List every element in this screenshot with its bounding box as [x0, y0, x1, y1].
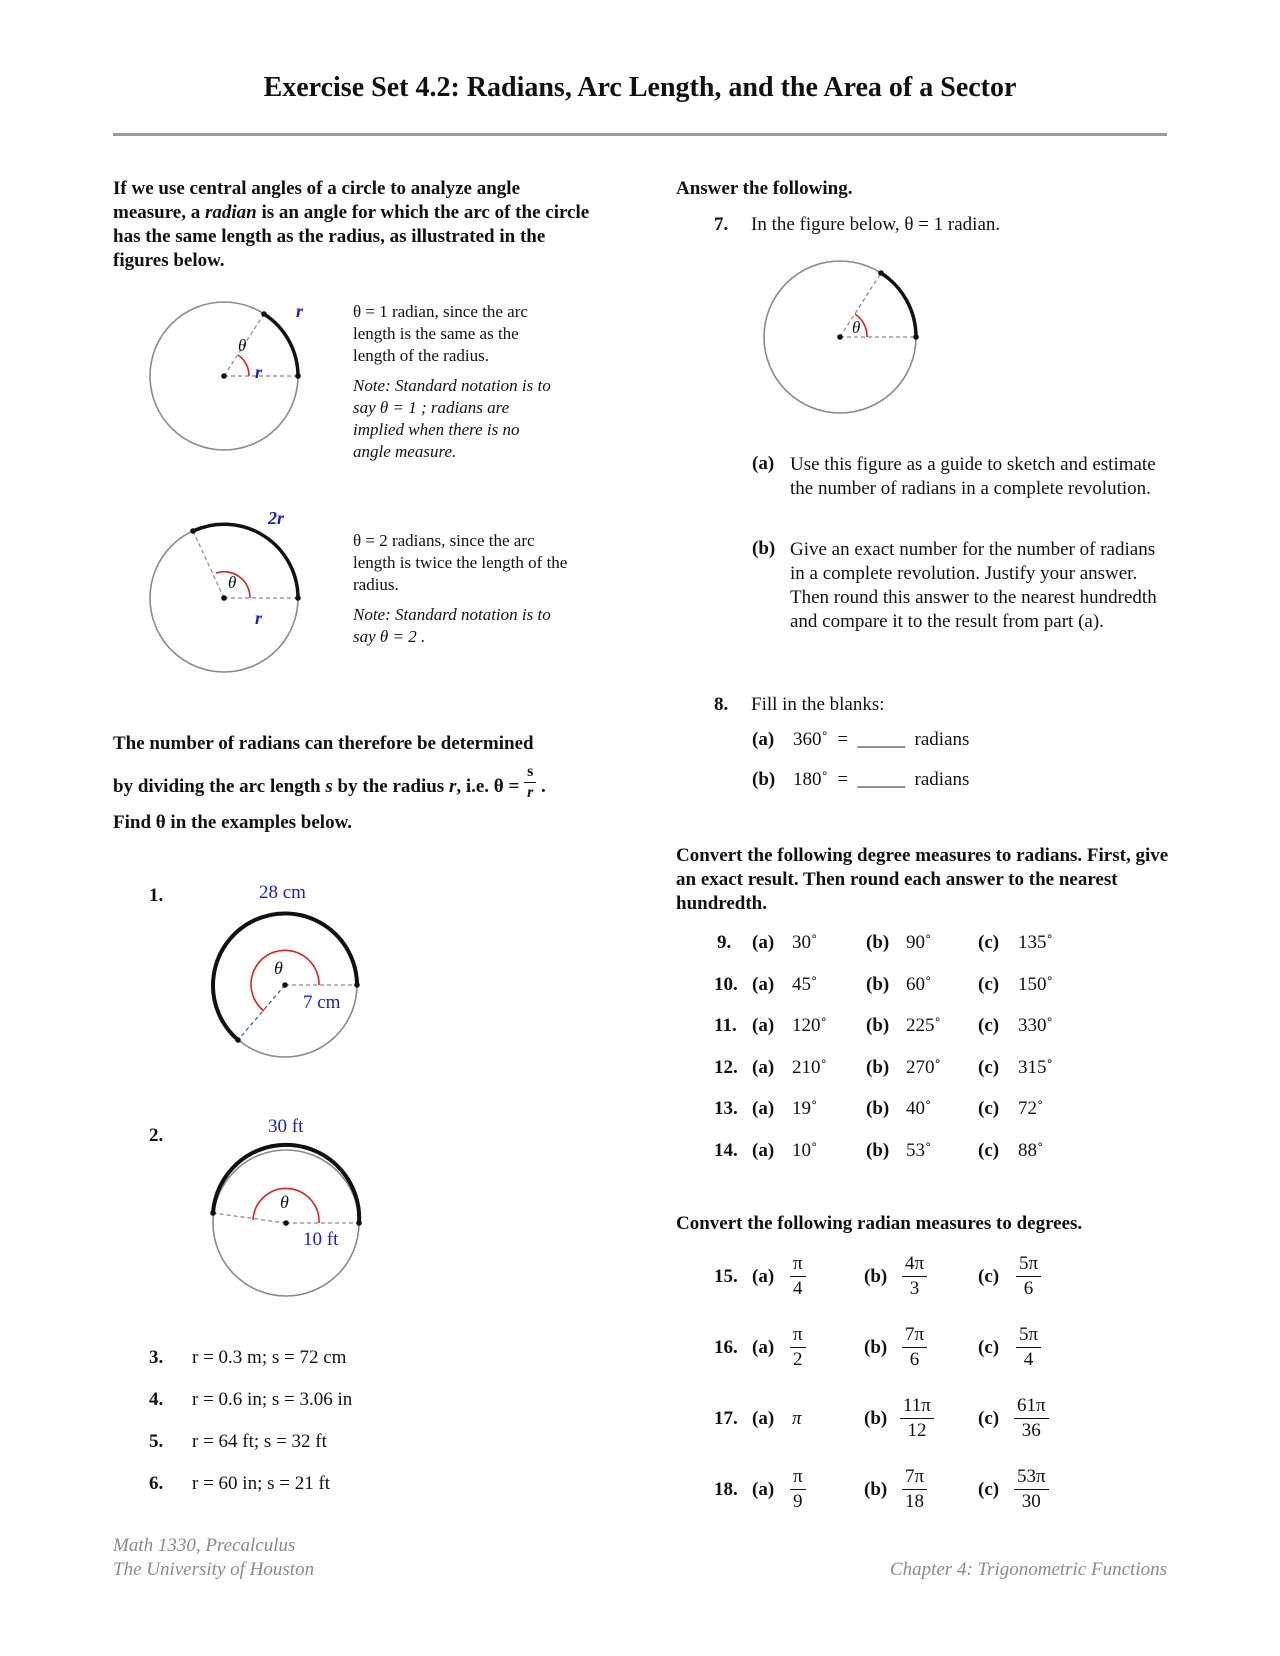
radian-fraction [902, 1466, 927, 1513]
section-heading: Convert the following radian measures to degrees. [676, 1213, 1083, 1234]
fraction [902, 1466, 927, 1513]
degree-value: 10˚ [792, 1140, 818, 1161]
center-point [221, 373, 227, 379]
center-point [837, 334, 843, 340]
part-label: (a) [752, 453, 775, 474]
part-label: (b) [752, 538, 776, 559]
theta-label: θ [280, 1192, 289, 1212]
radius-label: 10 ft [303, 1229, 339, 1250]
arc [881, 273, 916, 337]
theta-label: θ [228, 573, 237, 592]
denominator: 30 [1021, 1491, 1041, 1512]
problem-number: 17. [714, 1408, 738, 1429]
part-label: (b) [864, 1266, 888, 1287]
problem-7-figure [758, 255, 933, 423]
theta-label: θ [852, 318, 861, 337]
degree-value: 40˚ [906, 1098, 932, 1119]
problem-number: 8. [714, 694, 729, 715]
radius-r-label: r [255, 362, 263, 382]
fraction [790, 1253, 806, 1300]
find-theta-text: Find θ in the examples below. [113, 812, 352, 833]
theta-label: θ [274, 958, 283, 978]
arc-endpoint [210, 1210, 216, 1216]
radius-label: 7 cm [303, 992, 341, 1013]
fraction [902, 1253, 927, 1300]
arc-endpoint [261, 311, 267, 317]
theta-label: θ [238, 336, 247, 355]
part-label: (a) [752, 1479, 775, 1500]
problem-number: 4. [149, 1389, 164, 1410]
part-label: (b) [864, 1408, 888, 1429]
intro-text-2: is an angle for which the arc of the circle has the same length as the radius, as illustrated in the figures below. [113, 202, 590, 271]
degree-value: 72˚ [1018, 1098, 1044, 1119]
numerator: 53π [1014, 1466, 1049, 1490]
problem-number: 3. [149, 1347, 164, 1368]
degree-value: 90˚ [906, 932, 932, 953]
fraction [790, 1324, 806, 1371]
arc-2r-label: 2r [268, 508, 285, 528]
arc-endpoint [913, 334, 919, 340]
denominator: 12 [907, 1420, 927, 1441]
problem-number: 11. [714, 1015, 737, 1036]
radius-line [193, 531, 224, 598]
part-label: (a) [752, 1015, 775, 1036]
part-label: (c) [978, 1098, 1000, 1119]
numerator: 4π [902, 1253, 927, 1277]
degree-value: 19˚ [792, 1098, 818, 1119]
intro-text-1: If we use central angles of a circle to analyze angle measure, a [113, 178, 521, 223]
arc [193, 524, 298, 598]
fraction [790, 1466, 806, 1513]
part-label: (c) [978, 1015, 1000, 1036]
radian-fraction [902, 1324, 927, 1371]
radian-fraction [790, 1253, 806, 1300]
arc-endpoint [295, 373, 301, 379]
radius-r-label: r [255, 608, 263, 628]
denominator: 3 [909, 1278, 920, 1299]
denominator: 4 [1023, 1349, 1034, 1370]
problem-text: Fill in the blanks: [751, 694, 885, 715]
denominator: 2 [793, 1349, 803, 1370]
arc-r-label: r [296, 301, 304, 321]
figure-one-note: Note: Standard notation is to say θ = 1 ; radians are implied when there is no angle measure. [353, 376, 551, 461]
part-label: (a) [752, 974, 775, 995]
denominator: 9 [793, 1491, 803, 1512]
arc-length-label: 30 ft [268, 1116, 304, 1137]
degree-value: 210˚ [792, 1057, 827, 1078]
fraction [1014, 1395, 1049, 1442]
problem-text: r = 0.6 in; s = 3.06 in [192, 1389, 353, 1410]
problem-number: 7. [714, 214, 729, 235]
radian-fraction [902, 1253, 927, 1300]
degree-value: 225˚ [906, 1015, 941, 1036]
arc-length-label: 28 cm [259, 882, 306, 903]
problem-number: 9. [717, 932, 732, 953]
numerator: 5π [1016, 1324, 1041, 1348]
fraction [1014, 1466, 1049, 1513]
arc-endpoint [295, 595, 301, 601]
degree-value: 315˚ [1018, 1057, 1053, 1078]
denominator: 36 [1021, 1420, 1041, 1441]
part-label: (a) [752, 729, 775, 750]
numerator: π [790, 1324, 806, 1348]
degree-value: 45˚ [792, 974, 818, 995]
denominator: 6 [1023, 1278, 1034, 1299]
r-var: r [448, 775, 457, 797]
problem-number: 6. [149, 1473, 164, 1494]
fraction [1016, 1324, 1041, 1371]
figure-two-radians [138, 510, 308, 680]
degree-value: 60˚ [906, 974, 932, 995]
fill-blank-a: 360˚ = _____ radians [793, 729, 970, 750]
problem-number: 18. [714, 1479, 738, 1500]
fill-blank-b: 180˚ = _____ radians [793, 769, 970, 790]
degree-value: 120˚ [792, 1015, 827, 1036]
radian-fraction [790, 1466, 806, 1513]
degree-value: 330˚ [1018, 1015, 1053, 1036]
denominator: 6 [909, 1349, 920, 1370]
radius-line [840, 273, 881, 337]
footer-chapter: Chapter 4: Trigonometric Functions [889, 1559, 1167, 1580]
degree-value: 270˚ [906, 1057, 941, 1078]
part-label: (c) [978, 932, 1000, 953]
section-heading: Convert the following degree measures to radians. First, give an exact result. Then round each answer to the nearest hundredth. [676, 845, 1169, 914]
fraction [1016, 1253, 1041, 1300]
numerator: s [524, 763, 536, 783]
degree-value: 30˚ [792, 932, 818, 953]
part-label: (b) [866, 1015, 890, 1036]
footer-course: Math 1330, Precalculus [113, 1535, 296, 1556]
text: , i.e. θ = [456, 775, 525, 797]
radian-value: π [792, 1408, 802, 1429]
problem-number: 10. [714, 974, 738, 995]
center-point [283, 1220, 289, 1226]
angle-arc [238, 355, 249, 376]
text: by the radius [332, 775, 449, 797]
degree-value: 53˚ [906, 1140, 932, 1161]
part-label: (b) [866, 1057, 890, 1078]
center-point [282, 982, 288, 988]
problem-number: 16. [714, 1337, 738, 1358]
fraction [902, 1324, 927, 1371]
example-two-circle [200, 1140, 370, 1305]
radius-line [213, 1213, 286, 1223]
problem-number: 13. [714, 1098, 738, 1119]
part-label: (c) [978, 1408, 1000, 1429]
figure-two-note: Note: Standard notation is to say θ = 2 . [353, 605, 551, 646]
section-heading: Answer the following. [676, 178, 853, 199]
degree-value: 135˚ [1018, 932, 1053, 953]
part-label: (c) [978, 1140, 1000, 1161]
part-label: (c) [978, 1266, 1000, 1287]
radians-explanation-line1: The number of radians can therefore be determined [113, 733, 534, 754]
arc-endpoint [356, 1220, 362, 1226]
problem-number: 2. [149, 1125, 164, 1146]
problem-number: 14. [714, 1140, 738, 1161]
figure-one-caption: θ = 1 radian, since the arc length is the same as the length of the radius. [353, 302, 528, 365]
degree-value: 150˚ [1018, 974, 1053, 995]
part-a-text: Use this figure as a guide to sketch and estimate the number of radians in a complete revolution. [790, 454, 1156, 499]
text: by dividing the arc length [113, 775, 326, 797]
problem-text: In the figure below, θ = 1 radian. [751, 214, 1001, 235]
footer-school: The University of Houston [113, 1559, 315, 1580]
part-label: (c) [978, 1479, 1000, 1500]
numerator: 61π [1014, 1395, 1049, 1419]
radian-fraction [1016, 1324, 1041, 1371]
part-label: (b) [866, 1098, 890, 1119]
part-label: (b) [864, 1337, 888, 1358]
fraction [900, 1395, 934, 1442]
part-label: (c) [978, 974, 1000, 995]
part-label: (a) [752, 1098, 775, 1119]
part-label: (a) [752, 932, 775, 953]
problem-number: 1. [149, 885, 164, 906]
radian-fraction [900, 1395, 934, 1442]
numerator: 11π [900, 1395, 934, 1419]
title-rule [113, 133, 1167, 136]
arc-endpoint [235, 1037, 241, 1043]
part-label: (a) [752, 1266, 775, 1287]
part-label: (b) [752, 769, 776, 790]
problem-number: 15. [714, 1266, 738, 1287]
numerator: 5π [1016, 1253, 1041, 1277]
intro-radian-term: radian [205, 202, 257, 223]
part-label: (b) [866, 932, 890, 953]
part-label: (b) [866, 974, 890, 995]
degree-value: 88˚ [1018, 1140, 1044, 1161]
s-var: s [325, 775, 333, 797]
radian-fraction [790, 1324, 806, 1371]
radian-fraction [1014, 1395, 1049, 1442]
part-label: (a) [752, 1057, 775, 1078]
radian-fraction [1014, 1466, 1049, 1513]
numerator: π [790, 1253, 806, 1277]
radian-fraction [1016, 1253, 1041, 1300]
arc-endpoint [878, 270, 884, 276]
arc [213, 913, 357, 1040]
denominator: 4 [793, 1278, 803, 1299]
s-over-r-fraction [524, 763, 536, 802]
center-point [221, 595, 227, 601]
part-label: (b) [864, 1479, 888, 1500]
arc-endpoint [354, 982, 360, 988]
figure-two-caption: θ = 2 radians, since the arc length is twice the length of the radius. [353, 531, 568, 594]
figure-one-radian [138, 290, 308, 460]
radius-line [238, 985, 285, 1040]
numerator: π [790, 1466, 806, 1490]
part-label: (c) [978, 1337, 1000, 1358]
example-one-circle [195, 905, 370, 1065]
problem-text: r = 0.3 m; s = 72 cm [192, 1347, 347, 1368]
intro-paragraph [113, 177, 593, 273]
arc-endpoint [190, 528, 196, 534]
problem-number: 12. [714, 1057, 738, 1078]
arc [264, 314, 298, 376]
part-label: (a) [752, 1408, 775, 1429]
part-label: (b) [866, 1140, 890, 1161]
problem-text: r = 64 ft; s = 32 ft [192, 1431, 327, 1452]
problem-text: r = 60 in; s = 21 ft [192, 1473, 331, 1494]
numerator: 7π [902, 1466, 927, 1490]
radians-explanation-line2: by dividing the arc length s by the radius r, i.e. θ = $\frac{s}{r}$ . [113, 763, 546, 801]
part-label: (a) [752, 1337, 775, 1358]
page-title: Exercise Set 4.2: Radians, Arc Length, and the Area of a Sector [263, 72, 1017, 103]
numerator: 7π [902, 1324, 927, 1348]
denominator: r [527, 784, 534, 801]
part-label: (a) [752, 1140, 775, 1161]
part-b-text: Give an exact number for the number of radians in a complete revolution. Justify your answer. Then round this answer to the nearest hundredth and compare it to the result from part (a). [790, 539, 1157, 632]
denominator: 18 [905, 1491, 925, 1512]
problem-number: 5. [149, 1431, 164, 1452]
part-label: (c) [978, 1057, 1000, 1078]
